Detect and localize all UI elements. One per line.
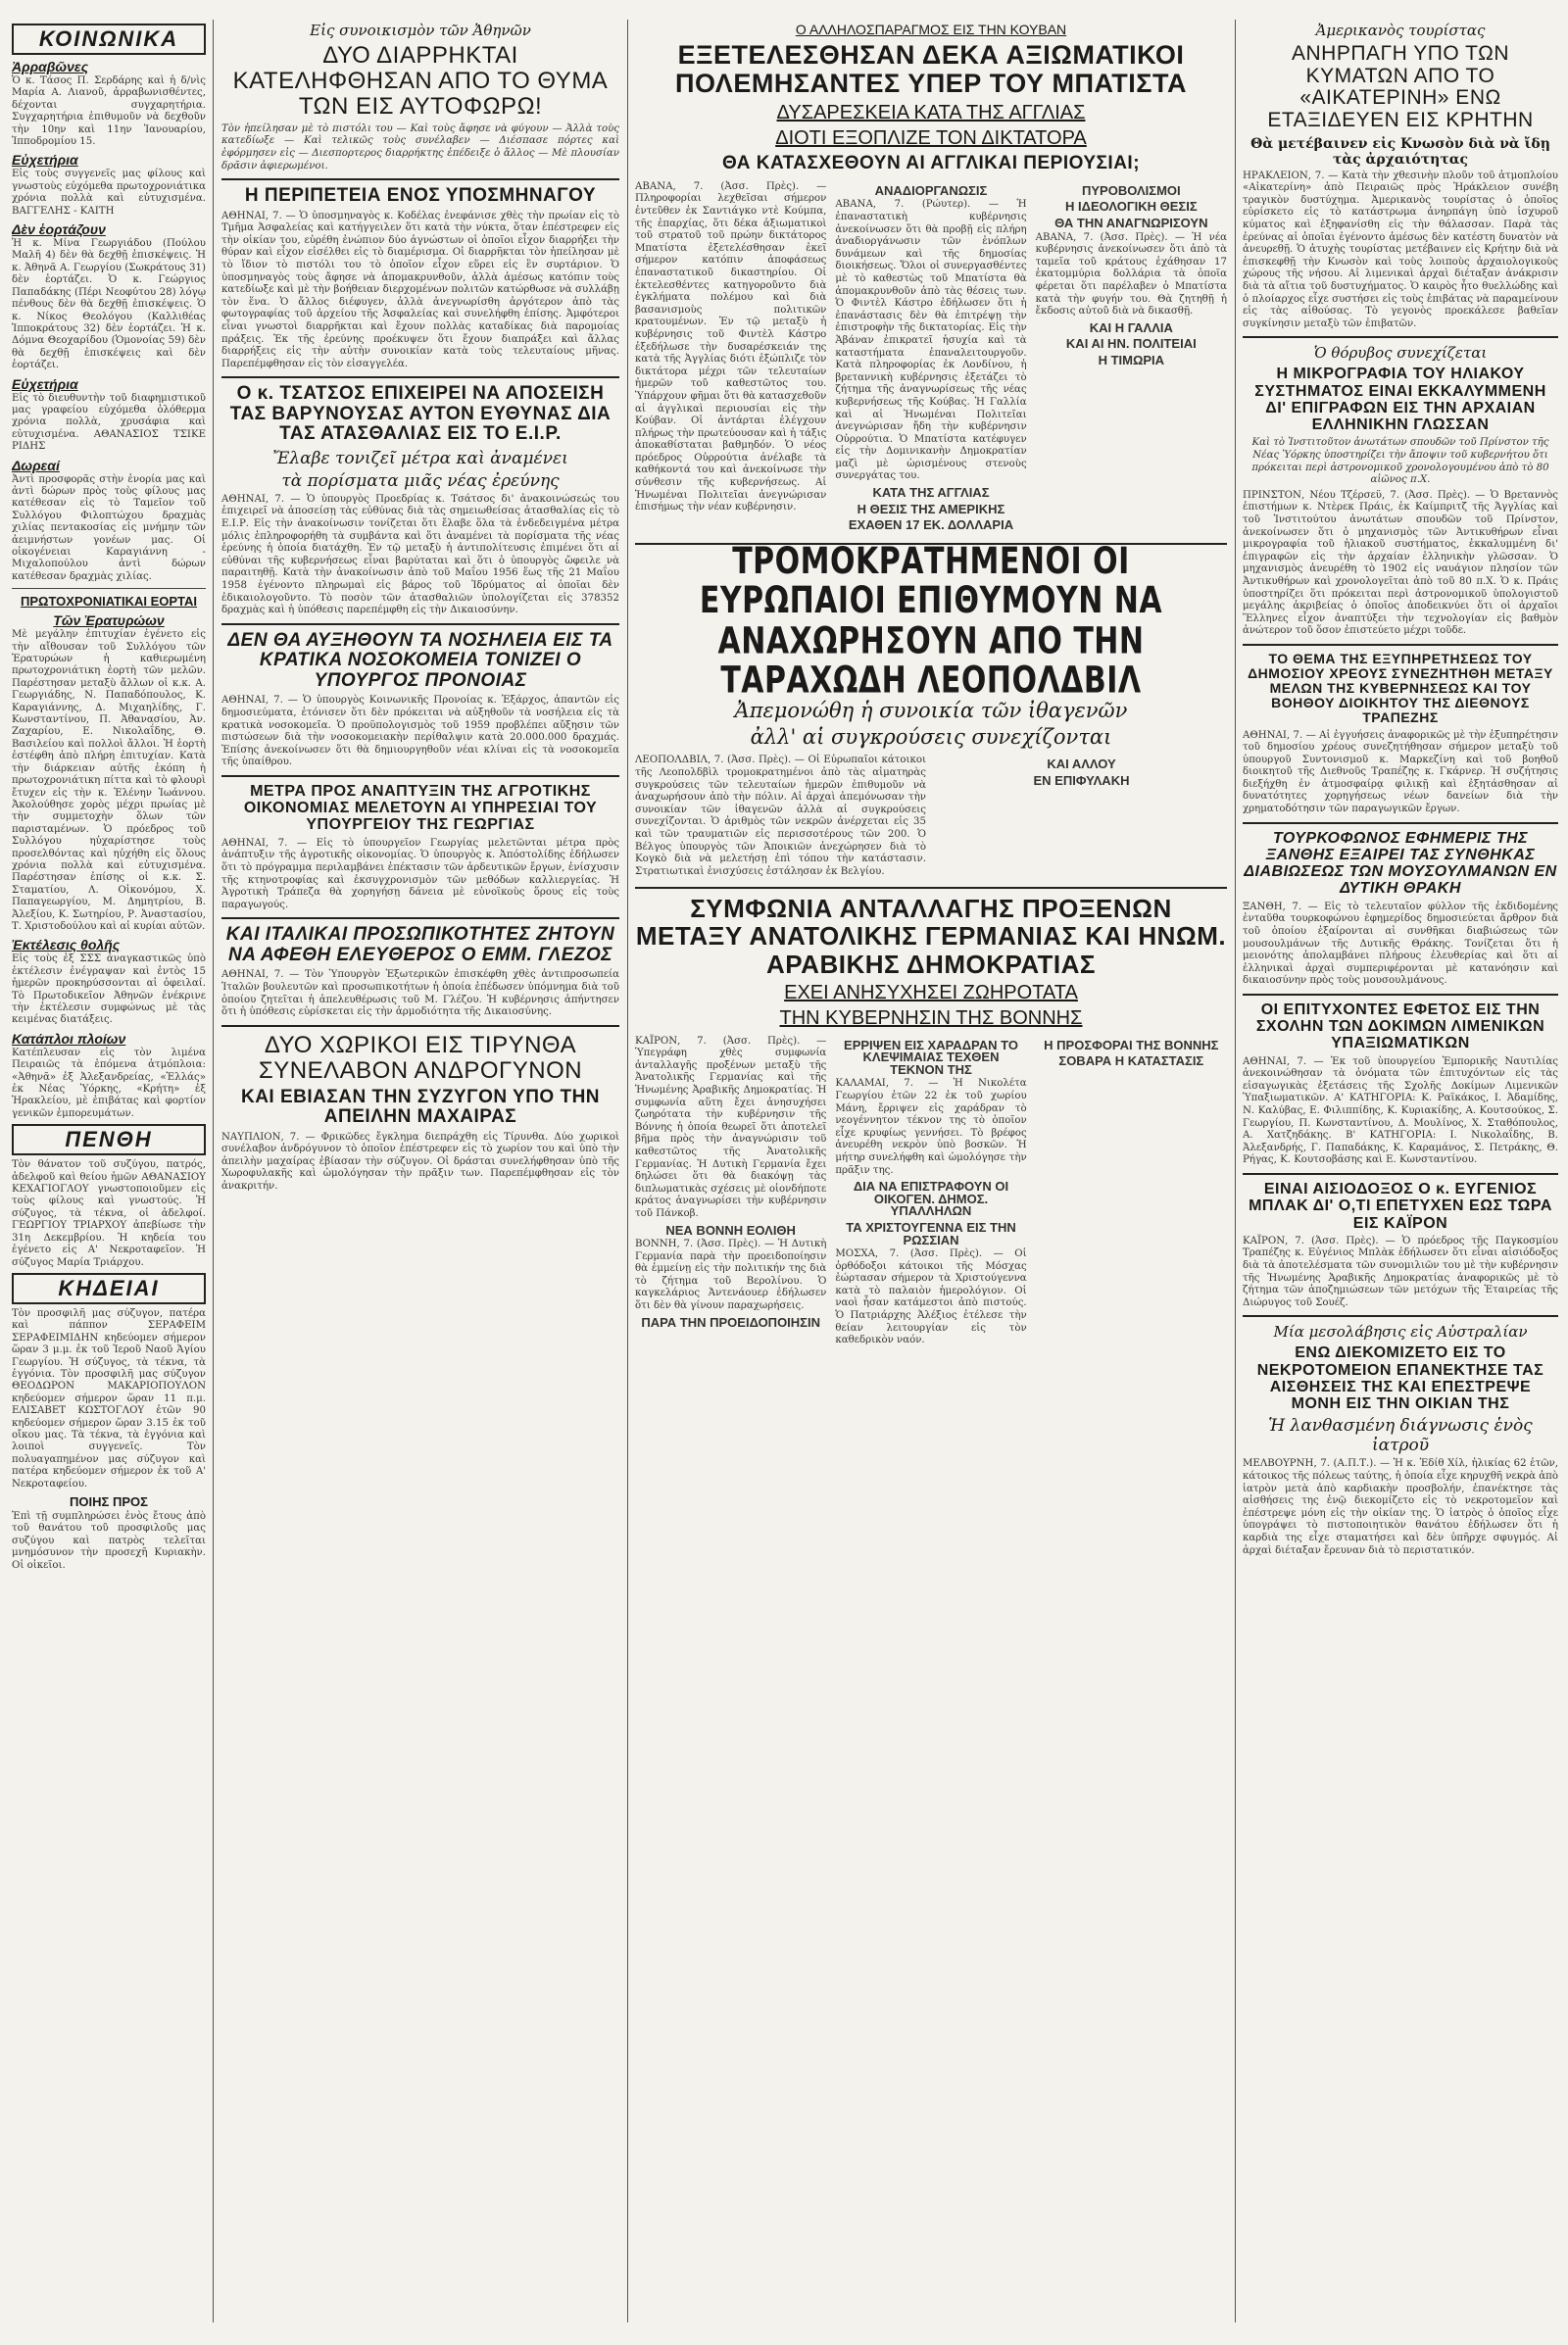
headline-agriculture: ΜΕΤΡΑ ΠΡΟΣ ΑΝΑΠΤΥΞΙΝ ΤΗΣ ΑΓΡΟΤΙΚΗΣ ΟΙΚΟΝΟΜΙΑΣ ΜΕΛΕΤΟΥΝ ΑΙ ΥΠΗΡΕΣΙΑΙ ΤΟΥ ΥΠΟΥΡΓΕΙΟΥ ΤΗΣ ΓΕΩΡΓΙΑΣ: [243, 782, 598, 834]
kicker-burglars: Εἰς συνοικισμὸν τῶν Ἀθηνῶν: [310, 22, 531, 39]
article-ravine-wrap: [835, 1036, 1026, 1347]
greetings-heading-2: Εὐχετήρια: [12, 375, 78, 392]
subhead-punishment: Η ΤΙΜΩΡΙΑ: [1098, 352, 1165, 367]
article-cuba-3-wrap: [1036, 181, 1227, 534]
article-xanthi: ΞΑΝΘΗ, 7. — Εἰς τὸ τελευταῖον φύλλον τῆς ἐκδιδομένης ἐνταῦθα τουρκοφώνου ἐφημερίδος δημοσιεύεται ἄρθρον διὰ τοῦ ὁποίου ἐξαίρονται αἱ συνθῆκαι διαβιώσεως τῶν μουσουλμάνων τῆς Δυτικῆς Θράκης. Τονίζεται ὅτι ἡ μειονότης ἀπολαμβάνει πλήρους ἐλευθερίας καὶ ὅτι αἱ ἑλληνικαὶ ἀρχαὶ συμπεριφέρονται μὲ κατανόησιν καὶ δικαιοσύνην πρὸς τοὺς μουσουλμάνους.: [1243, 901, 1558, 987]
subhead-alert: ΕΝ ΕΠΙΦΥΛΑΚΗ: [1033, 773, 1130, 789]
article-agriculture: ΑΘΗΝΑΙ, 7. — Εἰς τὸ ὑπουργεῖον Γεωργίας μελετῶνται μέτρα πρὸς ἀνάπτυξιν τῆς ἀγροτικῆς οἰκονομίας. Ὁ ὑπουργὸς κ. Ἀπόστολίδης ἐδήλωσεν ὅτι τὸ πρόγραμμα περιλαμβάνει ἐπέκτασιν τῶν ἀρδευτικῶν ἔργων, ἐνίσχυσιν τῆς κτηνοτροφίας καὶ ἐκσυγχρονισμὸν τῶν μεθόδων καλλιεργείας. Ἡ Ἀγροτικὴ Τράπεζα θὰ χορηγήσῃ δάνεια μὲ εὐνοϊκοὺς ὅρους εἰς τοὺς παραγωγούς.: [221, 837, 619, 910]
article-morgue: ΜΕΛΒΟΥΡΝΗ, 7. (Α.Π.Τ.). — Ἡ κ. Ἐδίθ Χίλ, ἡλικίας 62 ἐτῶν, κάτοικος τῆς πόλεως ταύτης, ἡ ὁποία εἶχε κηρυχθῆ νεκρὰ ἀπὸ ἰατρὸν μετὰ ἀπὸ καρδιακὴν προσβολήν, ἐπανέκτησε τὰς αἰσθήσεις της ἐνῷ διεκομίζετο εἰς τὸ νεκροτομεῖον καὶ ἐπέστρεψε μόνη εἰς τὴν οἰκίαν της. Ὁ ἰατρὸς ὁ ὁποῖος εἶχε ὑπογράψει τὸ πιστοποιητικὸν θανάτου ἐδήλωσεν ὅτι ἡ καρδιὰ της εἶχε σταματήσει καὶ δὲν ὑπῆρχε σφυγμός. Αἱ ἀρχαὶ διέταξαν ἔρευναν διὰ τὸ περιστατικόν.: [1243, 1458, 1558, 1556]
subhead-ideology: Η ΙΔΕΟΛΟΓΙΚΗ ΘΕΣΙΣ: [1065, 199, 1198, 215]
article-tiryns: ΝΑΥΠΛΙΟΝ, 7. — Φρικῶδες ἔγκλημα διεπράχθη εἰς Τίρυνθα. Δύο χωρικοὶ συνέλαβον ἀνδρόγυνον τὸ ὁποῖον ἐπέστρεφεν εἰς τὸ χωρίον του καὶ ὑπὸ τὴν ἀπειλὴν μαχαίρας ἐβίασαν τὴν σύζυγον. Οἱ δράσται συνελήφθησαν ὑπὸ τῆς Χωροφυλακῆς καὶ ὡμολόγησαν τὴν πρᾶξιν των. Παρεπέμφθησαν εἰς τὸν ἀνακριτήν.: [221, 1131, 619, 1192]
headline-tourist: ΑΝΗΡΠΑΓΗ ΥΠΟ ΤΩΝ ΚΥΜΑΤΩΝ ΑΠΟ ΤΟ «ΑΙΚΑΤΕΡΙΝΗ» ΕΝΩ ΕΤΑΞΙΔΕΥΕΝ ΕΙΣ ΚΡΗΤΗΝ: [1267, 42, 1534, 132]
article-black: ΚΑΪΡΟΝ, 7. (Ἀσσ. Πρὲς). — Ὁ πρόεδρος τῆς Παγκοσμίου Τραπέζης κ. Εὐγένιος Μπλὰκ ἐδήλωσεν ὅτι εἶναι αἰσιόδοξος διὰ τὰ ἀποτελέσματα τῶν συνομιλιῶν του μὲ τὴν κυβέρνησιν τῆς Ἡνωμένης Ἀραβικῆς Δημοκρατίας ἀναφορικῶς μὲ τὸ ζήτημα τῶν ἀποζημιώσεων τῶν μετόχων τῆς Ἑταιρείας τῆς Διώρυγος τοῦ Σουέζ.: [1243, 1235, 1558, 1308]
headline-christmas-russia: ΤΑ ΧΡΙΣΤΟΥΓΕΝΝΑ ΕΙΣ ΤΗΝ ΡΩΣΣΙΑΝ: [846, 1219, 1016, 1247]
deck-burglars: Τὸν ἠπείλησαν μὲ τὸ πιστόλι του — Καὶ τοὺς ἄφησε νὰ φύγουν — Ἀλλὰ τοὺς κατεδίωξε — Καὶ τελικῶς τοὺς συνέλαβεν — Διέσπασε πόρτες καὶ ἐφόρμησεν εἰς — Διεσπορτερος διαρρήκτης ἐπέδειξε ὁ ἄλλος — Μὲ πλουσίαν δρᾶσιν ἀφιερωμένοι.: [221, 122, 619, 171]
article-tsatsos: ΑΘΗΝΑΙ, 7. — Ὁ ὑπουργὸς Προεδρίας κ. Τσάτσος δι' ἀνακοινώσεώς του ἐπιχειρεῖ νὰ ἀποσείσῃ τὰς εὐθύνας διὰ τὰς σημειωθείσας ἀτασθαλίας εἰς τὸ Ε.Ι.Ρ. Εἰς τὴν ἀνακοίνωσιν τονίζεται ὅτι ἔλαβε ὅλα τὰ ἐνδεδειγμένα μέτρα μόλις ἐπληροφορήθη τὰ συμβάντα καὶ ὅτι ἀναμένει τὰ πορίσματα τῆς νέας ἐρεύνης ἡ ὁποία διατάχθη. Ἐν τῷ μεταξὺ ἡ ἀντιπολίτευσις ἐπιμένει ὅτι αἱ εὐθύναι τῆς κυβερνήσεως εἶναι βαρύταται καὶ ὅτι ὁ ὑπουργὸς ὤφειλε νὰ παραιτηθῇ. Κατὰ τὴν ἀνακοίνωσιν ἀπὸ τοῦ Μαΐου 1956 ἕως τῆς 21 Μαΐου 1958 ἐγένοντο πληρωμαὶ εἰς βάρος τοῦ Ἱδρύματος αἱ ὁποῖαι δὲν ἐδικαιολογοῦντο. Τὸ ποσὸν τῶν ἀτασθαλιῶν ὑπολογίζεται εἰς 378352 δραχμὰς καὶ ἡ ὑπόθεσις παρεπέμφθη εἰς τὴν Δικαιοσύνην.: [221, 493, 619, 616]
article-consuls: ΚΑΪΡΟΝ, 7. (Ἀσσ. Πρὲς). — Ὑπεγράφη χθὲς συμφωνία ἀνταλλαγῆς προξένων μεταξὺ τῆς Ἀνατολικῆς Γερμανίας καὶ τῆς Ἡνωμένης Ἀραβικῆς Δημοκρατίας. Ἡ συμφωνία αὕτη ἔχει ἀνησυχήσει ζωηρότατα τὴν κυβέρνησιν τῆς Βόννης ἡ ὁποία θεωρεῖ ὅτι ἀποτελεῖ βῆμα πρὸς τὴν ἀναγνώρισιν τοῦ καθεστῶτος τῆς Ἀνατολικῆς Γερμανίας. Ἡ Δυτικὴ Γερμανία ἔχει δηλώσει ὅτι θὰ διακόψῃ τὰς διπλωματικὰς σχέσεις μὲ οἱονδήποτε κράτος ἀναγνωρίσει τὴν κυβέρνησιν τοῦ Πάνκοβ.: [635, 1035, 827, 1219]
column-rule: [1235, 20, 1236, 2322]
deck-leopoldville-1: Ἀπεμονώθη ἡ συνοικία τῶν ἰθαγενῶν: [734, 699, 1128, 723]
subhead-against-england: ΚΑΤΑ ΤΗΣ ΑΓΓΛΙΑΣ: [872, 485, 990, 501]
headline-tsatsos: Ο κ. ΤΣΑΤΣΟΣ ΕΠΙΧΕΙΡΕΙ ΝΑ ΑΠΟΣΕΙΣΗ ΤΑΣ ΒΑΡΥΝΟΥΣΑΣ ΑΥΤΟΝ ΕΥΘΥΝΑΣ ΔΙΑ ΤΑΣ ΑΤΑΣΘΑΛΙΑΣ ΕΙΣ ΤΟ Ε.Ι.Ρ.: [229, 383, 612, 445]
article-cuba-2: ΑΒΑΝΑ, 7. (Ρώυτερ). — Ἡ ἐπαναστατικὴ κυβέρνησις ἀνεκοίνωσεν ὅτι θὰ προβῇ εἰς πλήρη ἀναδιοργάνωσιν τῶν ἐνόπλων δυνάμεων καὶ τῆς δημοσίας διοικήσεως. Ὅλοι οἱ συνεργασθέντες μὲ τὸ καθεστὼς τοῦ Μπατίστα θὰ ἀπομακρυνθοῦν ἀπὸ τὰς θέσεις των. Ὁ Φιντὲλ Κάστρο ἐδήλωσεν ὅτι ἡ ἐπανάστασις δὲν θὰ ἐπιτρέψῃ τὴν ἐπιστροφὴν τῆς δικτατορίας. Εἰς τὴν Ἁβάναν ἐπικρατεῖ ἡσυχία καὶ τὰ καταστήματα ἐπαναλειτουργοῦν. Κατὰ πληροφορίας ἐκ Λονδίνου, ἡ βρεταννικὴ κυβέρνησις ἐξετάζει τὸ ζήτημα τῆς ἀναγνωρίσεως τῆς νέας κυβερνήσεως τῆς Κούβας. Ἡ Γαλλία καὶ αἱ Ἡνωμέναι Πολιτεῖαι ἀνεγνώρισαν ἤδη τὴν κυβέρνησιν Οὐρρούτια. Ὁ Μπατίστα κατέφυγεν εἰς τὴν Δομινικανὴν Δημοκρατίαν μαζὶ μὲ ὡρισμένους στενοὺς συνεργάτας του.: [835, 199, 1027, 482]
article-leopoldville-side: [936, 755, 1227, 878]
headline-burglars: ΔΥΟ ΔΙΑΡΡΗΚΤΑΙ ΚΑΤΕΛΗΦΘΗΣΑΝ ΑΠΟ ΤΟ ΘΥΜΑ ΤΩΝ ΕΙΣ ΑΥΤΟΦΩΡΩ!: [232, 42, 609, 120]
subhead-reorganization: ΑΝΑΔΙΟΡΓΑΝΩΣΙΣ: [874, 182, 988, 198]
newyear-heading: ΠΡΩΤΟΧΡΟΝΙΑΤΙΚΑΙ ΕΟΡΤΑΙ: [20, 594, 198, 610]
mourning-title: ΠΕΝΘΗ: [12, 1124, 206, 1155]
greetings-text: Εἰς τοὺς συγγενεῖς μας φίλους καὶ γνωστοὺς εὐχόμεθα πρωτοχρονιάτικα χρόνια πολλὰ καὶ εὐτυχισμένα. ΒΑΓΓΕΛΗΣ - ΚΑΙΤΗ: [12, 169, 206, 217]
ships-heading: Κατάπλοι πλοίων: [12, 1030, 126, 1047]
deck-morgue: Ἡ λανθασμένη διάγνωσις ἑνὸς ἰατροῦ: [1268, 1416, 1533, 1456]
deck-tsatsos-1: Ἔλαβε τονιζεῖ μέτρα καὶ ἀναμένει: [272, 448, 568, 468]
subhead-bonn-new: ΝΕΑ ΒΟΝΝΗ ΕΟΛΙΘΗ: [665, 1222, 796, 1238]
executions-heading: Ἐκτέλεσις θολῆς: [12, 937, 121, 953]
center-news-column: [635, 20, 1227, 1350]
article-mechanism: ΠΡΙΝΣΤΟΝ, Νέου Τζέρσεϋ, 7. (Ἀσσ. Πρὲς). — Ὁ Βρεταννὸς ἐπιστήμων κ. Ντὲρεκ Πράις, ἐκ Καίμπριτζ τῆς Ἀγγλίας καὶ τοῦ Ἰνστιτούτου ἀνωτάτων σπουδῶν τοῦ Πρίνστον, ἀνεκοίνωσεν ὅτι ὁ μηχανισμὸς τῶν Ἀντικυθήρων εἶναι μικρογραφία τοῦ ἡλιακοῦ συστήματος, ἐκκαλυμμένη δι' ἐπιγραφῶν εἰς τὴν ἀρχαίαν ἑλληνικὴν γλῶσσαν. Ὁ μηχανισμὸς ἀνευρέθη τὸ 1902 εἰς ναυάγιον πλησίον τῶν Ἀντικυθήρων καὶ χρονολογεῖται ἀπὸ τοῦ 80 π.Χ. Ὁ κ. Πράις ὑποστηρίζει ὅτι πρόκειται περὶ ἀστρονομικοῦ ὑπολογιστοῦ μεγάλης ἀκριβείας ὁ ὁποῖος ἀποδεικνύει ὅτι οἱ ἀρχαῖοι Ἕλληνες εἶχον ἀναπτύξει τὴν τεχνολογίαν εἰς βαθμὸν ἀνώτερον τοῦ ὅσον ἐπιστεύετο μέχρι τοῦδε.: [1243, 489, 1558, 637]
article-bonn-offers-wrap: [1036, 1036, 1227, 1347]
deck-consuls-1: ΕΧΕΙ ΑΝΗΣΥΧΗΣΕΙ ΖΩΗΡΟΤΑΤΑ: [784, 981, 1078, 1003]
article-cuba-2-wrap: [835, 181, 1026, 534]
newyear-subheading: Τῶν Ἐρατυρώων: [53, 612, 165, 629]
memorial-title: ΠΟΙΗΣ ΠΡΟΣ: [70, 1494, 148, 1509]
right-news-column: [1243, 20, 1558, 1560]
article-tourist: ΗΡΑΚΛΕΙΟΝ, 7. — Κατὰ τὴν χθεσινὴν πλοῦν τοῦ ἀτμοπλοίου «Αἰκατερίνη» ἀπὸ Πειραιῶς πρὸς Ἡράκλειον συνέβη τραγικὸν δυστύχημα. Ἀμερικανὸς τουρίστας ὁ ὁποῖος εὑρίσκετο εἰς τὸ κατάστρωμα ἀνηρπάγη ὑπὸ ἰσχυροῦ κύματος καὶ ἐξηφανίσθη εἰς τὴν θάλασσαν. Παρὰ τὰς ἐρεύνας αἱ ὁποῖαι ἐγένοντο ἀμέσως δὲν κατέστη δυνατὸν νὰ ἀνευρεθῇ. Ὁ ἀτυχὴς τουρίστας μετέβαινεν εἰς Κρήτην διὰ νὰ ἐπισκεφθῇ τὴν Κνωσὸν καὶ τοὺς λοιποὺς ἀρχαιολογικοὺς χώρους τῆς νήσου. Αἱ λιμενικαὶ ἀρχαὶ διέταξαν ἀνάκρισιν διὰ τὰ αἴτια τοῦ δυστυχήματος. Ὁ καιρὸς ἦτο θυελλώδης καὶ ὁ πλοίαρχος εἶχε συστήσει εἰς τοὺς ἐπιβάτας νὰ παραμείνουν εἰς τὰς αἰθούσας. Τὸ γεγονὸς προεκάλεσε βαθεῖαν συγκίνησιν μεταξὺ τῶν ἐπιβατῶν.: [1243, 170, 1558, 329]
donations-text: Ἀντὶ προσφορᾶς στὴν ἐνορία μας καὶ ἀντὶ δώρων πρὸς τοὺς φίλους μας κατέθεσαν εἰς τὸ Ταμεῖον τοῦ Συλλόγου Φιλοπτώχου δραχμὰς χιλίας πεντακοσίας εἰς μνήμην τῶν ἀειμνήστων γονέων μας. Οἱ οἰκογένειαι Καραγιάννη - Μιχαλοπούλου ἀντὶ δώρων κατέθεσαν δραχμὰς χιλίας.: [12, 473, 206, 582]
social-section-title: ΚΟΙΝΩΝΙΚΑ: [12, 24, 206, 55]
subhead-usa: ΚΑΙ ΑΙ ΗΝ. ΠΟΛΙΤΕΙΑΙ: [1065, 336, 1197, 352]
article-coastguard: ΑΘΗΝΑΙ, 7. — Ἐκ τοῦ ὑπουργείου Ἐμπορικῆς Ναυτιλίας ἀνεκοινώθησαν τὰ ὀνόματα τῶν ἐπιτυχόντων εἰς τὰς εἰσαγωγικὰς ἐξετάσεις τῆς Σχολῆς Δοκίμων Λιμενικῶν Ὑπαξιωματικῶν. Α' ΚΑΤΗΓΟΡΙΑ: Κ. Ραϊκάκος, Ι. Ἀδαμίδης, Ν. Καλύβας, Ε. Φιλιππίδης, Κ. Κυριακίδης, Α. Κουτσούκος, Σ. Γεωργίου, Π. Κωνσταντίνου, Δ. Μουλίνος, Χ. Σταθόπουλος, Α. Χατζηδάκης. Β' ΚΑΤΗΓΟΡΙΑ: Ι. Νικολαΐδης, Β. Ἀλεξανδρής, Γ. Παπαδάκης, Κ. Καραμάνος, Σ. Πετράκης, Θ. Ρήγας, Κ. Κουτσοβάσης καὶ Ε. Κωνσταντίνου.: [1243, 1055, 1558, 1166]
funerals-text: Τὸν προσφιλῆ μας σύζυγον, πατέρα καὶ πάππον ΣΕΡΑΦΕΙΜ ΣΕΡΑΦΕΙΜΙΔΗΝ κηδεύομεν σήμερον ὥραν 3 μ.μ. ἐκ τοῦ Ἱεροῦ Ναοῦ Ἁγίου Γεωργίου. Ἡ σύζυγος, τὰ τέκνα, τὰ ἐγγόνια. Τὸν προσφιλῆ μας σύζυγον ΘΕΟΔΩΡΟΝ ΜΑΚΑΡΙΟΠΟΥΛΟΝ κηδεύομεν σήμερον ὥραν 11 π.μ. ΕΛΙΣΑΒΕΤ ΚΩΣΤΟΓΛΟΥ ἐτῶν 90 κηδεύομεν σήμερον ὥραν 3.15 ἐκ τοῦ οἴκου μας. Τὰ τέκνα, τὰ ἐγγόνια καὶ λοιποὶ συγγενεῖς. Τὸν πολυαγαπημένον μας σύζυγον καὶ πατέρα κηδεύομεν σήμερον ἐκ τοῦ Α' Νεκροταφείου.: [12, 1307, 206, 1490]
article-debt: ΑΘΗΝΑΙ, 7. — Αἱ ἐγγυήσεις ἀναφορικῶς μὲ τὴν ἐξυπηρέτησιν τοῦ δημοσίου χρέους συνεζητήθησαν σήμερον μεταξὺ τοῦ ὑπουργοῦ Συντονισμοῦ κ. Μαρκεζίνη καὶ τοῦ βοηθοῦ διοικητοῦ τῆς Διεθνοῦς Τραπέζης κ. Γκάρνερ. Ἡ συζήτησις διεξήχθη ἐν ἀτμοσφαίρᾳ φιλικῇ καὶ ἐξητάσθησαν αἱ δυνατότητες χορηγήσεως νέων δανείων διὰ τὴν χρηματοδότησιν τῶν παραγωγικῶν ἔργων.: [1243, 729, 1558, 815]
greetings-text-2: Εἰς τὸ διευθυντὴν τοῦ διαφημιστικοῦ μας γραφείου εὐχόμεθα ὁλόθερμα χρόνια πολλὰ, χρυσάφια καὶ εὐτυχισμένα. ΑΘΑΝΑΣΙΟΣ ΤΣΙΚΕ ΡΙΔΗΣ: [12, 392, 206, 453]
subhead-elsewhere: ΚΑΙ ΑΛΛΟΥ: [1047, 757, 1116, 772]
headline-hospitals: ΔΕΝ ΘΑ ΑΥΞΗΘΟΥΝ ΤΑ ΝΟΣΗΛΕΙΑ ΕΙΣ ΤΑ ΚΡΑΤΙΚΑ ΝΟΣΟΚΟΜΕΙΑ ΤΟΝΙΖΕΙ Ο ΥΠΟΥΡΓΟΣ ΠΡΟΝΟΙΑΣ: [227, 629, 613, 691]
ships-text: Κατέπλευσαν εἰς τὸν λιμένα Πειραιῶς τὰ ἑπόμενα ἀτμόπλοια: «Ἀθηνᾶ» ἐξ Ἀλεξανδρείας, «Ἑλλάς» ἐκ Νέας Ὑόρκης, «Κρήτη» ἐξ Ἡρακλείου, μὲ ἐπιβάτας καὶ φορτίον γενικῶν ἐμπορευμάτων.: [12, 1047, 206, 1119]
headline-debt: ΤΟ ΘΕΜΑ ΤΗΣ ΕΞΥΠΗΡΕΤΗΣΕΩΣ ΤΟΥ ΔΗΜΟΣΙΟΥ ΧΡΕΟΥΣ ΣΥΝΕΖΗΤΗΘΗ ΜΕΤΑΞΥ ΜΕΛΩΝ ΤΗΣ ΚΥΒΕΡΝΗΣΕΩΣ ΚΑΙ ΤΟΥ ΒΟΗΘΟΥ ΔΙΟΙΚΗΤΟΥ ΤΗΣ ΔΙΕΘΝΟΥΣ ΤΡΑΠΕΖΗΣ: [1248, 650, 1553, 726]
article-leopoldville: ΛΕΟΠΟΛΔΒΙΛ, 7. (Ἀσσ. Πρὲς). — Οἱ Εὐρωπαῖοι κάτοικοι τῆς Λεοπολδβὶλ τρομοκρατημένοι ἀπὸ τὰς αἱματηρὰς συγκρούσεις τῶν τελευταίων ἡμερῶν ἐπιθυμοῦν νὰ ἀναχωρήσουν ἀπὸ τὴν πόλιν. Αἱ ἀρχαὶ ἀπεμόνωσαν τὴν συνοικίαν τῶν ἰθαγενῶν ἀλλὰ αἱ συγκρούσεις συνεχίζονται. Ὁ ἀριθμὸς τῶν νεκρῶν ἀνέρχεται εἰς 35 καὶ τῶν τραυματιῶν εἰς περισσοτέρους τῶν 200. Ὁ Βέλγος ὑπουργὸς τῶν Ἀποικιῶν ἀνεχώρησεν διὰ τὸ Κογκὸ διὰ νὰ μελετήσῃ ἐπὶ τόπου τὴν κατάστασιν. Στρατιωτικαὶ ἐνισχύσεις ἐστάλησαν ἐκ Βελγίου.: [635, 755, 926, 877]
article-christmas-russia: ΜΟΣΧΑ, 7. (Ἀσσ. Πρὲς). — Οἱ ὀρθόδοξοι κάτοικοι τῆς Μόσχας ἑώρτασαν σήμερον τὰ Χριστούγεννα κατὰ τὸ παλαιὸν ἡμερολόγιον. Οἱ ναοὶ ἦσαν κατάμεστοι ἀπὸ πιστούς. Ὁ Πατριάρχης Ἀλέξιος ἐτέλεσε τὴν θείαν λειτουργίαν εἰς τὸν καθεδρικὸν ναόν.: [835, 1248, 1027, 1346]
headline-ravine: ΕΡΡΙΨΕΝ ΕΙΣ ΧΑΡΑΔΡΑΝ ΤΟ ΚΛΕΨΙΜΑΙΑΣ ΤΕΧΘΕΝ ΤΕΚΝΟΝ ΤΗΣ: [844, 1037, 1018, 1077]
deck-cuba-2: ΔΙΟΤΙ ΕΞΟΠΛΙΖΕ ΤΟΝ ΔΙΚΤΑΤΟΡΑ: [775, 127, 1087, 150]
deck-consuls-2: ΤΗΝ ΚΥΒΕΡΝΗΣΙΝ ΤΗΣ ΒΟΝΝΗΣ: [779, 1006, 1083, 1029]
article-consuls-wrap: [635, 1036, 826, 1347]
donations-heading: Δωρεαί: [12, 457, 60, 473]
article-hospitals: ΑΘΗΝΑΙ, 7. — Ὁ ὑπουργὸς Κοινωνικῆς Προνοίας κ. Ἐξάρχος, ἀπαντῶν εἰς δημοσιεύματα, ἐτόνισεν ὅτι δὲν πρόκειται νὰ αὐξηθοῦν τὰ νοσήλεια εἰς τὰ κρατικὰ νοσοκομεῖα. Ὁ προϋπολογισμὸς τοῦ 1959 προβλέπει αὔξησιν τῶν πιστώσεων διὰ τὴν νοσοκομειακὴν περίθαλψιν κατὰ 20.000.000 δραχμάς. Ἐπίσης ἀνεκοίνωσεν ὅτι θὰ δημιουργηθοῦν νέαι κλίναι εἰς τὰ νοσοκομεῖα τῆς ὑπαίθρου.: [221, 695, 619, 768]
subhead-gunfire: ΠΥΡΟΒΟΛΙΣΜΟΙ: [1082, 182, 1181, 198]
headline-tiryns: ΔΥΟ ΧΩΡΙΚΟΙ ΕΙΣ ΤΙΡΥΝΘΑ ΣΥΝΕΛΑΒΟΝ ΑΝΔΡΟΓΥΝΟΝ: [258, 1031, 583, 1084]
newyear-text: Μὲ μεγάλην ἐπιτυχίαν ἐγένετο εἰς τὴν αἴθουσαν τοῦ Συλλόγου τῶν Ἐρατυρώων ἡ καθιερωμένη πρωτοχρονιάτικη ἑορτὴ τῶν μελῶν. Παρέστησαν μεταξὺ ἄλλων οἱ κ.κ. Α. Γεωργιάδης, Ν. Παπαδόπουλος, Κ. Καραγιάννης, Δ. Μιχαηλίδης, Γ. Κωνσταντίνου, Π. Ἀθανασίου, Ἀν. Ζαχαρίου, Ε. Νικολαΐδης, Θ. Βασιλείου καὶ πολλοὶ ἄλλοι. Ἡ ἑορτὴ ἐστέφθη ἀπὸ πλήρη ἐπιτυχίαν. Κατὰ τὴν διάρκειαν αὐτῆς ἐκόπη ἡ πρωτοχρονιάτικη πίττα καὶ τὸ φλουρὶ ἔτυχεν εἰς τὴν κ. Ἑλένην Ἰωάννου. Ἀκολούθησε χορὸς μέχρι πρωίας μὲ τὴν συμμετοχὴν ὅλων τῶν παρισταμένων. Ὁ πρόεδρος τοῦ Συλλόγου ηὐχαρίστησε τοὺς προσελθόντας καὶ ηὐχήθη εἰς ὅλους χρόνια πολλὰ καὶ εὐτυχισμένα. Παρέστησαν ἐπίσης οἱ κ.κ. Σ. Σταματίου, Λ. Οἰκονόμου, Χ. Παπαγεωργίου, Μ. Δημητρίου, Β. Ἀλεξίου, Κ. Σωτηρίου, Ρ. Ἀναστασίου, Τ. Χριστοδούλου καὶ αἱ κυρίαι αὐτῶν.: [12, 629, 206, 932]
engagements-text: Ὁ κ. Τάσος Π. Σερδάρης καὶ ἡ δ/νὶς Μαρία Α. Λιανοῦ, ἀρραβωνισθέντες, δέχονται συγχαρητήρια. Συγχαρητήρια ἐπιθυμοῦν νὰ δεχθοῦν τὴν 10ην καὶ 11ην Ἰανουαρίου, Ἰπποδρομίου 15.: [12, 75, 206, 148]
mourning-text: Τὸν θάνατον τοῦ συζύγου, πατρός, ἀδελφοῦ καὶ θείου ἡμῶν ΑΘΑΝΑΣΙΟΥ ΚΕΧΑΓΙΟΓΛΟΥ γνωστοποιοῦμεν εἰς τοὺς φίλους καὶ γνωστούς. Ἡ σύζυγος, τὰ τέκνα, οἱ ἀδελφοί. ΓΕΩΡΓΙΟΥ ΤΡΙΑΡΧΟΥ ἀπεβίωσε τὴν 31η Δεκεμβρίου. Ἡ κηδεία του ἐγένετο εἰς Α' Νεκροταφεῖον. Ἡ σύζυγος Μαρία Τριάρχου.: [12, 1159, 206, 1268]
social-column: [12, 20, 206, 1572]
deck-cuba-1: ΔΥΣΑΡΕΣΚΕΙΑ ΚΑΤΑ ΤΗΣ ΑΓΓΛΙΑΣ: [776, 102, 1086, 124]
headline-mechanism: Η ΜΙΚΡΟΓΡΑΦΙΑ ΤΟΥ ΗΛΙΑΚΟΥ ΣΥΣΤΗΜΑΤΟΣ ΕΙΝΑΙ ΕΚΚΑΛΥΜΜΕΝΗ ΔΙ' ΕΠΙΓΡΑΦΩΝ ΕΙΣ ΤΗΝ ΑΡΧΑΙΑΝ ΕΛΛΗΝΙΚΗΝ ΓΛΩΣΣΑΝ: [1254, 366, 1546, 434]
deck-tsatsos-2: τὰ πορίσματα μιᾶς νέας ἐρεύνης: [281, 470, 560, 491]
headline-cuba: ΕΞΕΤΕΛΕΣΘΗΣΑΝ ΔΕΚΑ ΑΞΙΩΜΑΤΙΚΟΙ ΠΟΛΕΜΗΣΑΝΤΕΣ ΥΠΕΡ ΤΟΥ ΜΠΑΤΙΣΤΑ: [675, 40, 1187, 99]
headline-morgue: ΕΝΩ ΔΙΕΚΟΜΙΖΕΤΟ ΕΙΣ ΤΟ ΝΕΚΡΟΤΟΜΕΙΟΝ ΕΠΑΝΕΚΤΗΣΕ ΤΑΣ ΑΙΣΘΗΣΕΙΣ ΤΗΣ ΚΑΙ ΕΠΕΣΤΡΕΨΕ ΜΟΝΗ ΕΙΣ ΤΗΝ ΟΙΚΙΑΝ ΤΗΣ: [1256, 1344, 1544, 1413]
kicker-australia: Μία μεσολάβησις εἰς Αὐστραλίαν: [1273, 1323, 1528, 1342]
deck-leopoldville-2: ἀλλ' αἱ συγκρούσεις συνεχίζονται: [750, 725, 1112, 750]
executions-text: Εἰς τοὺς ἐξ ΣΣΣ ἀναγκαστικῶς ὑπὸ ἐκτέλεσιν ἐνέγραψαν καὶ ἐντὸς 15 ἡμερῶν προκηρύσσονται αἱ ὀφειλαί. Τὸ Πρωτοδικεῖον Ἀθηνῶν ἐνέκρινε τὴν ἐκτέλεσιν συμφώνως μὲ τὰς κειμένας διατάξεις.: [12, 953, 206, 1026]
column-rule: [213, 20, 214, 2322]
article-bonn: ΒΟΝΝΗ, 7. (Ἀσσ. Πρὲς). — Ἡ Δυτικὴ Γερμανία παρὰ τὴν προειδοποίησιν θὰ ἐμμείνῃ εἰς τὴν πολιτικήν της διὰ τὸ ζήτημα τοῦ Βερολίνου. Ὁ καγκελάριος Ἀντενάουερ ἐδήλωσεν ὅτι δὲν θὰ γίνουν παραχωρήσεις.: [635, 1239, 827, 1312]
deck-mechanism: Καὶ τὸ Ἰνστιτοῦτον ἀνωτάτων σπουδῶν τοῦ Πρίνστον τῆς Νέας Ὑόρκης ὑποστηρίζει τὴν ἄποψιν τοῦ κυβερνήτου ὅτι πρόκειται περὶ ἀστρονομικοῦ χρονολογουμένου ἀπὸ τὸ 80 αἰῶνος π.Χ.: [1251, 437, 1549, 486]
article-cuba-3: ΑΒΑΝΑ, 7. (Ἀσσ. Πρὲς). — Ἡ νέα κυβέρνησις ἀνεκοίνωσεν ὅτι ἀπὸ τὰ ταμεῖα τοῦ κράτους ἐχάθησαν 17 ἑκατομμύρια δολλάρια τὰ ὁποῖα φέρεται ὅτι παρέλαβεν ὁ Μπατίστα κατὰ τὴν φυγήν του. Θὰ ζητηθῇ ἡ ἔκδοσις αὐτοῦ διὰ νὰ δικασθῇ.: [1035, 231, 1227, 318]
article-cuba-1: ΑΒΑΝΑ, 7. (Ἀσσ. Πρὲς). — Πληροφορίαι λεχθεῖσαι σήμερον ἐντεῦθεν ἐκ Σαντιάγκο ντὲ Κούμπα, τῆς ἐπαρχίας, ὅτι δέκα ἀξιωματικοὶ τοῦ στρατοῦ τοῦ πρώην δικτάτορος Μπατίστα ἐξετελέσθησαν ἐκεῖ σήμερον κατόπιν ἀποφάσεως ἐπαναστατικοῦ δικαστηρίου. Οἱ ἐκτελεσθέντες κατηγοροῦντο διὰ ἐγκλήματα πολέμου καὶ διὰ βασανισμοὺς πολιτικῶν κρατουμένων. Ἐν τῷ μεταξὺ ἡ κυβέρνησις τοῦ Φιντὲλ Κάστρο ἐξεδήλωσε τὴν δυσαρέσκειάν της κατὰ τῆς Ἀγγλίας διότι ἐξώπλιζε τὸν δικτάτορα μέχρι τῶν τελευταίων ἡμερῶν τοῦ καθεστῶτος του. Ὑπάρχουν φῆμαι ὅτι θὰ κατασχεθοῦν αἱ ἀγγλικαὶ περιουσίαι εἰς τὴν Κούβαν. Οἱ ἀντάρται ἐλέγχουν πλήρως τὴν πρωτεύουσαν καὶ ἡ τάξις ἀποκαθίσταται βαθμηδόν. Ὁ νέος πρόεδρος Οὐρρούτια ἀνέλαβε τὰ καθήκοντά του καὶ ἀνεκοίνωσε τὴν σύνθεσιν τῆς κυβερνήσεως. Αἱ Ἡνωμέναι Πολιτεῖαι ἀνεγνώρισαν ἐπισήμως τὴν νέαν κυβέρνησιν.: [635, 180, 827, 513]
headline-consuls: ΣΥΜΦΩΝΙΑ ΑΝΤΑΛΛΑΓΗΣ ΠΡΟΞΕΝΩΝ ΜΕΤΑΞΥ ΑΝΑΤΟΛΙΚΗΣ ΓΕΡΜΑΝΙΑΣ ΚΑΙ ΗΝΩΜ. ΑΡΑΒΙΚΗΣ ΔΗΜΟΚΡΑΤΙΑΣ: [635, 894, 1227, 979]
headline-leopoldville: ΤΡΟΜΟΚΡΑΤΗΜΕΝΟΙ ΟΙ ΕΥΡΩΠΑΙΟΙ ΕΠΙΘΥΜΟΥΝ ΝΑ ΑΝΑΧΩΡΗΣΟΥΝ ΑΠΟ ΤΗΝ ΤΑΡΑΧΩΔΗ ΛΕΟΠΟΛΔΒΙΛ: [699, 540, 1163, 703]
greetings-heading: Εὐχετήρια: [12, 152, 78, 169]
headline-tiryns-2: ΚΑΙ ΕΒΙΑΣΑΝ ΤΗΝ ΣΥΖΥΓΟΝ ΥΠΟ ΤΗΝ ΑΠΕΙΛΗΝ ΜΑΧΑΙΡΑΣ: [240, 1086, 601, 1128]
headline-glezos: ΚΑΙ ΙΤΑΛΙΚΑΙ ΠΡΟΣΩΠΙΚΟΤΗΤΕΣ ΖΗΤΟΥΝ ΝΑ ΑΦΕΘΗ ΕΛΕΥΘΕΡΟΣ Ο ΕΜΜ. ΓΛΕΖΟΣ: [225, 924, 615, 965]
subhead-17m-dollars: ΕΧΑΘΕΝ 17 ΕΚ. ΔΟΛΛΑΡΙΑ: [848, 517, 1014, 533]
not-celebrating-text: Ἡ κ. Μίνα Γεωργιάδου (Πούλου Μαλῆ 4) δὲν θὰ δεχθῇ ἐπισκέψεις. Ἡ κ. Ἀθηνᾶ Α. Γεωργίου (Σωκράτους 31) δὲν ἑορτάζει. Ὁ κ. Γεώργιος Παπαδάκης (Πέρι Νεοφύτου 28) λόγῳ πένθους δὲν θὰ δεχθῇ ἐπισκέψεις. Ὁ κ. Νίκος Θεολόγου (Καλλιθέας Ἱπποκράτους 32) δὲν ἑορτάζει. Ἡ κ. Δόμνα Θεοχαρίδου (Ὁμονοίας 59) δὲν θὰ δεχθῇ ἐπισκέψεις καὶ δὲν ἑορτάζει.: [12, 238, 206, 371]
headline-black: ΕΙΝΑΙ ΑΙΣΙΟΔΟΞΟΣ Ο κ. ΕΥΓΕΝΙΟΣ ΜΠΛΑΚ ΔΙ' Ο,ΤΙ ΕΠΕΤΥΧΕΝ ΕΩΣ ΤΩΡΑ ΕΙΣ ΚΑΪΡΟΝ: [1249, 1181, 1552, 1232]
headline-xanthi: ΤΟΥΡΚΟΦΩΝΟΣ ΕΦΗΜΕΡΙΣ ΤΗΣ ΞΑΝΘΗΣ ΕΞΑΙΡΕΙ ΤΑΣ ΣΥΝΘΗΚΑΣ ΔΙΑΒΙΩΣΕΩΣ ΤΩΝ ΜΟΥΣΟΥΛΜΑΝΩΝ ΕΝ ΔΥΤΙΚΗ ΘΡΑΚΗ: [1244, 829, 1557, 898]
article-ravine: ΚΑΛΑΜΑΙ, 7. — Ἡ Νικολέτα Γεωργίου ἐτῶν 22 ἐκ τοῦ χωρίου Μάνη, ἔρριψεν εἰς χαράδραν τὸ νεογέννητον τέκνον της τὸ ὁποῖον εἶχε κρυφίως γεννήσει. Τὸ βρέφος ἀνευρέθη νεκρὸν ὑπὸ βοσκῶν. Ἡ μήτηρ συνελήφθη καὶ ὡμολόγησε τὴν πρᾶξιν της.: [835, 1078, 1027, 1176]
kicker-tourist: Ἀμερικανὸς τουρίστας: [1315, 22, 1486, 39]
deck-cuba-3: ΘΑ ΚΑΤΑΣΧΕΘΟΥΝ ΑΙ ΑΓΓΛΙΚΑΙ ΠΕΡΙΟΥΣΙΑΙ;: [721, 153, 1141, 174]
subhead-bonn-offers: Η ΠΡΟΣΦΟΡΑΙ ΤΗΣ ΒΟΝΝΗΣ: [1044, 1037, 1219, 1052]
column-rule: [627, 20, 628, 2322]
subhead-warning: ΠΑΡΑ ΤΗΝ ΠΡΟΕΙΔΟΠΟΙΗΣΙΝ: [641, 1314, 820, 1330]
kicker-mechanism: Ὁ θόρυβος συνεχίζεται: [1313, 344, 1488, 363]
headline-airman: Η ΠΕΡΙΠΕΤΕΙΑ ΕΝΟΣ ΥΠΟΣΜΗΝΑΓΟΥ: [244, 185, 597, 207]
not-celebrating-heading: Δὲν ἑορτάζουν: [12, 221, 106, 238]
article-airman: ΑΘΗΝΑΙ, 7. — Ὁ ὑποσμηναγὸς κ. Κοδέλας ἐνεφάνισε χθὲς τὴν πρωίαν εἰς τὸ Τμῆμα Ἀσφαλείας καὶ κατήγγειλεν ὅτι κατὰ τὴν νύκτα, ὅταν ἐπέστρεφεν εἰς τὴν οἰκίαν του, εὑρέθη ἐνώπιον δύο ἀγνώστων οἱ ὁποῖοι εἶχον διαρρήξει τὴν θύραν καὶ εἶχον εἰσέλθει εἰς τὸ διαμέρισμα. Οἱ διαρρῆκται τὸν ἠπείλησαν μὲ τὸ ἴδιον τὸ πιστόλι του τὸ ὁποῖον εἶχον εὕρει εἰς ἓν συρτάριον. Ὁ ὑποσμηναγὸς τοὺς ἄφησε νὰ ἀπομακρυνθοῦν, ἀλλὰ ἀμέσως κατόπιν τοὺς κατεδίωξε καὶ μὲ τὴν βοήθειαν διερχομένων πολιτῶν κατώρθωσε νὰ συλλάβῃ τὸν ἕνα. Ὁ ἄλλος διέφυγεν, ἀλλὰ ἀνεγνωρίσθη ἀργότερον ἀπὸ τὰς φωτογραφίας τοῦ ἀρχείου τῆς Ἀσφαλείας καὶ συνελήφθη ἐπίσης. Ἀμφότεροι εἶναι γνωστοὶ διαρρῆκται καὶ ἔχουν πολλὰς καταδίκας διὰ παρομοίας πράξεις. Ἐκ τῆς ἐρεύνης προέκυψεν ὅτι ἔχουν διαπράξει καὶ ἄλλας διαρρήξεις εἰς τὴν αὐτὴν συνοικίαν κατὰ τοὺς τελευταίους μῆνας. Παρεπέμφθησαν εἰς τὸν εἰσαγγελέα.: [221, 210, 619, 369]
engagements-heading: Ἀρραβῶνες: [12, 59, 89, 74]
memorial-text: Ἐπὶ τῇ συμπληρώσει ἑνὸς ἔτους ἀπὸ τοῦ θανάτου τοῦ προσφιλοῦς μας συζύγου καὶ πατρὸς τελεῖται μνημόσυνον τὴν προσεχῆ Κυριακὴν. Οἱ οἰκεῖοι.: [12, 1511, 206, 1571]
kicker-cuba: Ο ΑΛΛΗΛΟΣΠΑΡΑΓΜΟΣ ΕΙΣ ΤΗΝ ΚΟΥΒΑΝ: [795, 22, 1067, 37]
article-glezos: ΑΘΗΝΑΙ, 7. — Τὸν Ὑπουργὸν Ἐξωτερικῶν ἐπισκέφθη χθὲς ἀντιπροσωπεία Ἰταλῶν βουλευτῶν καὶ προσωπικοτήτων ἡ ὁποία ἐπέδωσεν ὑπόμνημα διὰ τοῦ ὁποίου ζητεῖται ἡ ἀπελευθέρωσις τοῦ Μ. Γλέζου. Ἡ κυβέρνησις ἀπήντησεν ὅτι ἡ ὑπόθεσις εὑρίσκεται εἰς τὴν ἁρμοδιότητα τῆς Δικαιοσύνης.: [221, 969, 619, 1018]
subhead-france: ΚΑΙ Η ΓΑΛΛΙΑ: [1089, 319, 1173, 335]
subhead-serious: ΣΟΒΑΡΑ Η ΚΑΤΑΣΤΑΣΙΣ: [1058, 1053, 1204, 1069]
headline-coastguard: ΟΙ ΕΠΙΤΥΧΟΝΤΕΣ ΕΦΕΤΟΣ ΕΙΣ ΤΗΝ ΣΧΟΛΗΝ ΤΩΝ ΔΟΚΙΜΩΝ ΛΙΜΕΝΙΚΩΝ ΥΠΑΞΙΩΜΑΤΙΚΩΝ: [1255, 1001, 1545, 1052]
funerals-title: ΚΗΔΕΙΑΙ: [12, 1273, 206, 1304]
subhead-america: Η ΘΕΣΙΣ ΤΗΣ ΑΜΕΡΙΚΗΣ: [857, 501, 1005, 516]
headline-families: ΔΙΑ ΝΑ ΕΠΙΣΤΡΑΦΟΥΝ ΟΙ ΟΙΚΟΓΕΝ. ΔΗΜΟΣ. ΥΠΑΛΛΗΛΩΝ: [853, 1179, 1009, 1219]
deck-tourist: Θὰ μετέβαινεν εἰς Κνωσὸν διὰ νὰ ἴδῃ τὰς ἀρχαιότητας: [1250, 135, 1550, 168]
left-news-column: [221, 20, 619, 1197]
subhead-recognize: ΘΑ ΤΗΝ ΑΝΑΓΝΩΡΙΣΟΥΝ: [1054, 216, 1208, 231]
